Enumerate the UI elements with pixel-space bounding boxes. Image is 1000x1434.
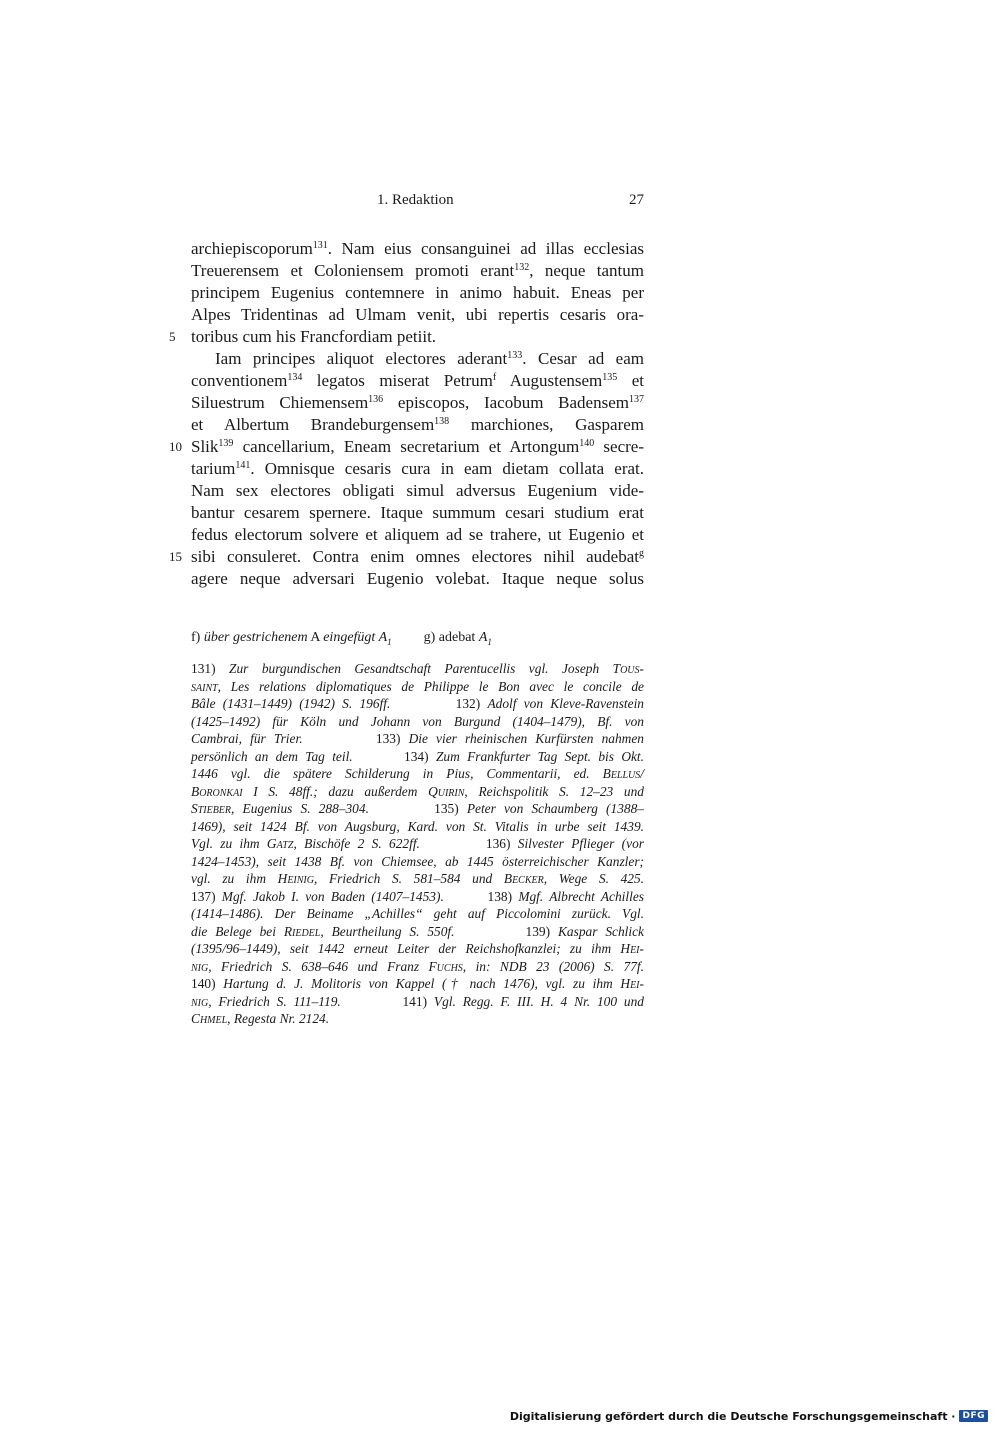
footnote-line: (1414–1486). Der Beiname „Achilles“ geht auf Piccolomini zurück. Vgl. [191,906,644,921]
text-line [191,392,644,414]
dfg-logo: DFG [959,1410,988,1422]
text-line-content: et Albertum Brandeburgensem$^{138}$ marchiones, Gasparem [191,415,644,434]
text-line-content: sibi consuleret. Contra enim omnes electores nihil audebat$^g$ [191,547,644,566]
text-line [191,348,644,370]
text-line [169,436,645,458]
text-line [191,458,644,480]
apparatus-note: g) adebat $A_1$ [423,630,492,647]
text-line-content: Nam sex electores obligati simul adversus Eugenium vide- [191,481,644,500]
text-line-content: fedus electorum solvere et aliquem ad se trahere, ut Eugenio et [191,525,644,544]
line-number: 5 [169,329,176,344]
text-line [191,568,644,590]
text-line [191,304,644,326]
text-line [191,370,644,392]
text-line-content: tarium$^{141}$. Omnisque cesaris cura in eam dietam collata erat. [191,459,644,478]
footnote-line: 140) Hartung d. J. Molitoris von Kappel († nach 1476), vgl. zu ihm HEI- [191,976,644,991]
footnote-line: STIEBER, Eugenius S. 288–304. 135) Peter von Schaumberg (1388– [191,801,644,816]
footnote-line: Bâle (1431–1449) (1942) S. 196ff. 132) Adolf von Kleve-Ravenstein [191,696,644,711]
footnote-line: 1446 vgl. die spätere Schilderung in Pius, Commentarii, ed. BELLUS/ [191,766,644,781]
text-line-content: Slik$^{139}$ cancellarium, Eneam secretarium et Artongum$^{140}$ secre- [191,437,645,456]
apparatus-note: f) über gestrichenem A eingefügt $A_1$ [191,630,392,647]
text-line [191,282,644,304]
footnote-line: (1395/96–1449), seit 1442 erneut Leiter der Reichshofkanzlei; zu ihm HEI- [191,941,644,956]
footnote-line: NIG, Friedrich S. 638–646 und Franz FUCHS, in: NDB 23 (2006) S. 77f. [191,958,644,974]
text-line-content: Iam principes aliquot electores aderant$^{133}$. Cesar ad eam [215,349,644,368]
footnote-line: NIG, Friedrich S. 111–119. 141) Vgl. Regg. F. III. H. 4 Nr. 100 und [191,993,644,1009]
text-line [169,546,644,568]
text-line [191,502,644,524]
text-line-content: bantur cesarem spernere. Itaque summum cesari studium erat [191,503,644,522]
dfg-notice-text: Digitalisierung gefördert durch die Deutsche Forschungsgemeinschaft · [509,1409,956,1423]
dfg-notice [510,1408,988,1424]
footnote-line: die Belege bei RIEDEL, Beurtheilung S. 550f. 139) Kaspar Schlick [191,923,644,939]
text-line-content: archiepiscoporum$^{131}$. Nam eius consanguinei ad illas ecclesias [191,239,644,258]
text-line [191,524,644,546]
text-line-content: toribus cum his Francfordiam petiit. [191,327,437,346]
footnote-line: CHMEL, Regesta Nr. 2124. [191,1011,330,1026]
footnote-line: 137) Mgf. Jakob I. von Baden (1407–1453). 138) Mgf. Albrecht Achilles [191,888,644,904]
footnote-line: 1424–1453), seit 1438 Bf. von Chiemsee, ab 1445 österreichischer Kanzler; [191,853,644,869]
footnote-line: vgl. zu ihm HEINIG, Friedrich S. 581–584 und BECKER, Wege S. 425. [191,871,644,886]
running-head [191,192,644,214]
footnote-line: 1469), seit 1424 Bf. von Augsburg, Kard. von St. Vitalis in urbe seit 1439. [191,818,644,834]
main-text-block [169,238,645,590]
footnote-line: Cambrai, für Trier. 133) Die vier rheinischen Kurfürsten nahmen [191,731,644,746]
text-line-content: Alpes Tridentinas ad Ulmam venit, ubi repertis cesaris ora- [191,305,644,324]
footnote-line: (1425–1492) für Köln und Johann von Burgund (1404–1479), Bf. von [191,713,644,729]
footnote-line: SAINT, Les relations diplomatiques de Philippe le Bon avec le concile de [191,678,644,694]
footnote-line: persönlich an dem Tag teil. 134) Zum Frankfurter Tag Sept. bis Okt. [191,748,644,764]
text-line-content: Treuerensem et Coloniensem promoti erant$^{132}$, neque tantum [191,261,644,280]
footnotes-block [191,660,644,1028]
footnote-line: BORONKAI I S. 48ff.; dazu außerdem QUIRIN, Reichspolitik S. 12–23 und [191,783,644,799]
running-head-title: 1. Redaktion [377,192,454,208]
text-line [191,260,644,282]
footnote-line: Vgl. zu ihm GATZ, Bischöfe 2 S. 622ff. 136) Silvester Pflieger (vor [191,836,644,851]
text-line-content: agere neque adversari Eugenio volebat. Itaque neque solus [191,569,644,588]
text-line [191,480,644,502]
text-line-content: conventionem$^{134}$ legatos miserat Petrum$^f$ Augustensem$^{135}$ et [191,371,644,390]
text-line-content: Siluestrum Chiemensem$^{136}$ episcopos, Iacobum Badensem$^{137}$ [191,393,644,412]
text-line [169,326,644,348]
text-line [191,414,644,436]
text-line [191,238,644,260]
text-line-content: principem Eugenius contemnere in animo habuit. Eneas per [191,283,644,302]
page-number: 27 [629,192,644,208]
line-number: 10 [169,439,182,454]
critical-apparatus [191,629,644,651]
footnote-line: 131) Zur burgundischen Gesandtschaft Parentucellis vgl. Joseph TOUS- [191,661,644,676]
line-number: 15 [169,549,182,564]
